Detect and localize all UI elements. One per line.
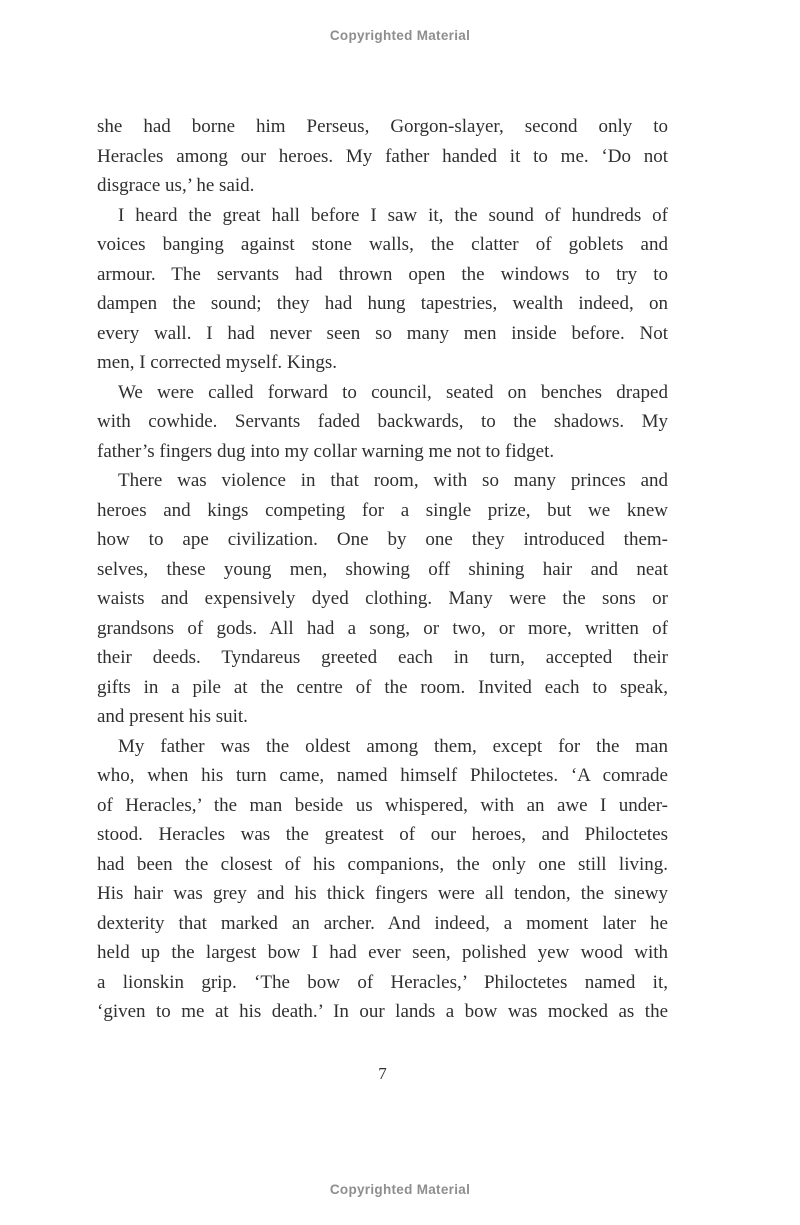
text-line: with cowhide. Servants faded backwards, to the shadows. My [97, 411, 668, 432]
text-line: had been the closest of his companions, the only one still living. [97, 853, 668, 875]
text-line: armour. The servants had thrown open the windows to try to [97, 263, 668, 285]
text-line: Heracles among our heroes. My father handed it to me. ‘Do not [97, 145, 668, 167]
text-line: dampen the sound; they had hung tapestries, wealth indeed, on [97, 293, 668, 314]
text-line: their deeds. Tyndareus greeted each in turn, accepted their [97, 647, 668, 668]
text-line: My father was the oldest among them, except for the man [118, 735, 668, 757]
paragraph [97, 112, 668, 201]
text-line: There was violence in that room, with so many princes and [118, 470, 668, 491]
text-line: I heard the great hall before I saw it, the sound of hundreds of [118, 204, 668, 226]
text-line: men, I corrected myself. Kings. [97, 352, 338, 373]
text-line: disgrace us,’ he said. [97, 175, 255, 196]
text-line: a lionskin grip. ‘The bow of Heracles,’ Philoctetes named it, [97, 971, 668, 993]
text-line: voices banging against stone walls, the clatter of goblets and [97, 234, 668, 255]
text-line: every wall. I had never seen so many men inside before. Not [97, 322, 668, 344]
text-line: how to ape civilization. One by one they introduced them- [97, 529, 668, 550]
paragraph [97, 201, 668, 378]
text-line: His hair was grey and his thick fingers were all tendon, the sinewy [97, 883, 668, 904]
text-line: gifts in a pile at the centre of the room. Invited each to speak, [97, 676, 668, 698]
text-line: father’s fingers dug into my collar warning me not to fidget. [97, 440, 555, 462]
text-line: selves, these young men, showing off shining hair and neat [97, 558, 668, 580]
text-block [97, 112, 668, 1027]
text-line: ‘given to me at his death.’ In our lands a bow was mocked as the [97, 1001, 668, 1022]
text-line: and present his suit. [97, 706, 248, 727]
paragraph [97, 732, 668, 1027]
text-line: We were called forward to council, seated on benches draped [118, 381, 668, 403]
paragraph [97, 466, 668, 732]
copyright-notice-top: Copyrighted Material [329, 28, 471, 43]
text-line: of Heracles,’ the man beside us whispered, with an awe I under- [97, 794, 668, 816]
page-number: 7 [378, 1064, 387, 1083]
text-line: held up the largest bow I had ever seen, polished yew wood with [97, 942, 668, 963]
text-line: grandsons of gods. All had a song, or two, or more, written of [97, 617, 668, 639]
text-line: stood. Heracles was the greatest of our heroes, and Philoctetes [97, 824, 668, 845]
text-line: waists and expensively dyed clothing. Many were the sons or [97, 588, 668, 609]
text-line: who, when his turn came, named himself Philoctetes. ‘A comrade [97, 765, 668, 786]
text-line: heroes and kings competing for a single prize, but we knew [97, 499, 668, 521]
text-line: dexterity that marked an archer. And indeed, a moment later he [97, 912, 668, 934]
text-line: she had borne him Perseus, Gorgon-slayer, second only to [97, 116, 668, 137]
copyright-notice-bottom: Copyrighted Material [329, 1182, 471, 1197]
paragraph [97, 378, 668, 467]
